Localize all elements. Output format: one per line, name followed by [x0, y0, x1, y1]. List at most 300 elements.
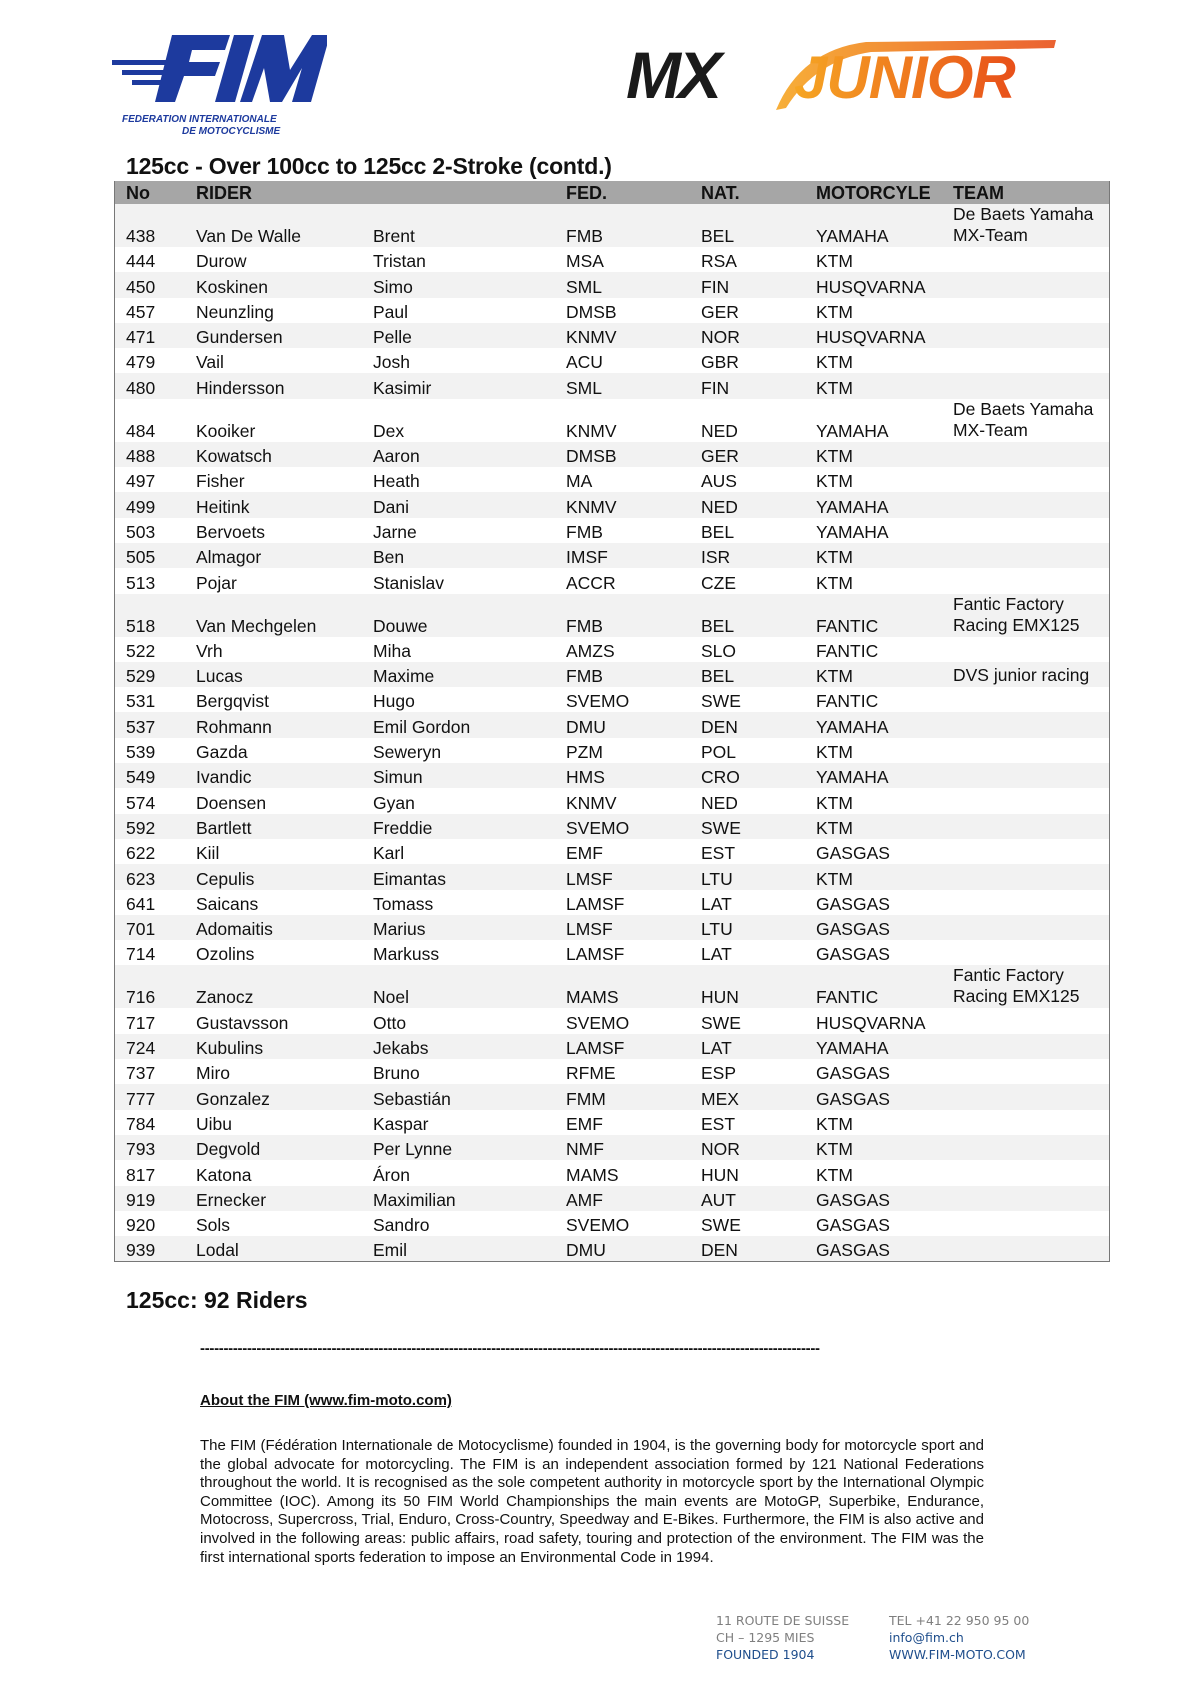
website-link[interactable]: WWW.FIM-MOTO.COM	[889, 1647, 1026, 1662]
cell-team	[942, 788, 1109, 813]
cell-fed: FMB	[555, 594, 690, 637]
cell-nat: GER	[690, 442, 805, 467]
cell-no: 539	[126, 742, 156, 763]
cell-motorcycle: KTM	[816, 352, 853, 373]
cell-fed: AMZS	[566, 640, 615, 661]
cell-firstname: Ben	[362, 543, 555, 568]
cell-team: De Baets Yamaha MX-Team	[942, 204, 1109, 247]
table-row	[115, 298, 1109, 323]
cell-motorcycle: KTM	[805, 662, 942, 687]
cell-nat: NOR	[690, 1135, 805, 1160]
cell-fed: ACCR	[566, 572, 616, 593]
cell-no: 793	[115, 1135, 185, 1160]
cell-surname: Saicans	[196, 893, 259, 914]
cell-no: 716	[115, 965, 185, 1008]
table-row	[115, 518, 1109, 543]
cell-team	[942, 543, 1109, 568]
cell-surname: Gundersen	[185, 323, 362, 348]
cell-fed: KNMV	[566, 420, 617, 441]
cell-fed: SML	[555, 373, 690, 398]
cell-motorcycle: KTM	[816, 471, 853, 492]
cell-fed: LMSF	[555, 864, 690, 889]
cell-motorcycle: GASGAS	[816, 944, 890, 965]
cell-firstname: Per Lynne	[362, 1135, 555, 1160]
cell-team	[942, 738, 1109, 763]
cell-team	[942, 864, 1109, 889]
cell-fed: FMB	[566, 521, 603, 542]
table-row	[115, 940, 1109, 965]
cell-surname: Sols	[196, 1215, 231, 1236]
cell-firstname: Marius	[362, 915, 555, 940]
cell-team: De Baets Yamaha MX-Team	[953, 398, 1094, 440]
cell-nat: HUN	[690, 965, 805, 1008]
cell-no: 574	[126, 792, 156, 813]
cell-team	[942, 763, 1109, 788]
cell-firstname: Simun	[362, 763, 555, 788]
cell-fed: SVEMO	[566, 1012, 630, 1033]
cell-surname: Vail	[196, 352, 224, 373]
cell-firstname: Emil Gordon	[362, 712, 555, 737]
cell-motorcycle: KTM	[805, 1135, 942, 1160]
cell-no: 503	[126, 521, 156, 542]
cell-nat: RSA	[701, 251, 737, 272]
cell-motorcycle: KTM	[805, 543, 942, 568]
about-heading[interactable]: About the FIM (www.fim-moto.com)	[200, 1392, 452, 1409]
cell-team	[942, 839, 1109, 864]
cell-team	[942, 1135, 1109, 1160]
cell-nat: LTU	[690, 864, 805, 889]
cell-motorcycle: KTM	[805, 814, 942, 839]
cell-surname: Hindersson	[185, 373, 362, 398]
cell-surname: Lucas	[185, 662, 362, 687]
cell-team	[942, 915, 1109, 940]
cell-motorcycle: GASGAS	[805, 1236, 942, 1261]
address-line1: 11 ROUTE DE SUISSE	[716, 1613, 850, 1628]
table-row	[115, 814, 1109, 839]
table-row	[115, 323, 1109, 348]
cell-surname: Rohmann	[185, 712, 362, 737]
cell-surname: Pojar	[196, 572, 237, 593]
cell-no: 488	[115, 442, 185, 467]
cell-firstname: Tristan	[373, 251, 426, 272]
table-row	[115, 373, 1109, 398]
cell-firstname: Miha	[373, 640, 411, 661]
table-row	[115, 1008, 1109, 1033]
telephone: TEL +41 22 950 95 00	[889, 1613, 1030, 1628]
cell-motorcycle: KTM	[816, 792, 853, 813]
cell-team	[942, 247, 1109, 272]
cell-nat: ISR	[690, 543, 805, 568]
table-row	[115, 687, 1109, 712]
about-paragraph: The FIM (Fédération Internationale de Motocyclisme) founded in 1904, is the governing body for motorcycle sport and the global advocate for motorcycling. The FIM is an independent association formed by 121 National Federations throughout the world. It is recognised as the sole competent authority in motorcycle sport by the International Olympic Committee (IOC). Among its 50 FIM World Championships the main events are MotoGP, Superbike, Endurance, Motocross, Supercross, Trial, Enduro, Cross-Country, Speedway and E-Bikes. Furthermore, the FIM is also active and involved in the following areas: public affairs, road safety, touring and protection of the environment. The FIM was the first international sports federation to impose an Environmental Code in 1994.	[200, 1437, 984, 1566]
section-title: 125cc - Over 100cc to 125cc 2-Stroke (contd.)	[126, 153, 612, 179]
cell-team	[942, 272, 1109, 297]
fim-logo	[112, 30, 327, 140]
cell-fed: NMF	[555, 1135, 690, 1160]
table-row	[115, 1135, 1109, 1160]
cell-fed: FMM	[555, 1084, 690, 1109]
col-motorcycle: MOTORCYLE	[805, 181, 942, 204]
table-row	[115, 662, 1109, 687]
cell-nat: GER	[701, 301, 739, 322]
cell-motorcycle: HUSQVARNA	[805, 323, 942, 348]
cell-firstname: Josh	[373, 352, 410, 373]
cell-no: 717	[126, 1012, 156, 1033]
cell-motorcycle: FANTIC	[805, 594, 942, 637]
cell-motorcycle: YAMAHA	[805, 1034, 942, 1059]
cell-firstname: Bruno	[373, 1063, 420, 1084]
col-team: TEAM	[942, 181, 1109, 204]
cell-motorcycle: KTM	[816, 1164, 853, 1185]
cell-motorcycle: FANTIC	[816, 691, 879, 712]
cell-fed: SVEMO	[566, 691, 630, 712]
cell-surname: Zanocz	[185, 965, 362, 1008]
cell-firstname: Kasimir	[362, 373, 555, 398]
cell-firstname: Áron	[373, 1164, 410, 1185]
cell-team	[942, 1160, 1109, 1185]
cell-no: 484	[126, 420, 156, 441]
cell-surname: Bartlett	[185, 814, 362, 839]
cell-firstname: Jekabs	[362, 1034, 555, 1059]
cell-fed: DMU	[555, 712, 690, 737]
cell-surname: Kooiker	[196, 420, 256, 441]
cell-surname: Katona	[196, 1164, 252, 1185]
cell-fed: MAMS	[566, 1164, 619, 1185]
email-link[interactable]: info@fim.ch	[889, 1630, 964, 1645]
cell-firstname: Gyan	[373, 792, 415, 813]
cell-firstname: Kaspar	[373, 1113, 429, 1134]
cell-surname: Van Mechgelen	[185, 594, 362, 637]
cell-no: 499	[115, 492, 185, 517]
cell-surname: Neunzling	[196, 301, 274, 322]
cell-team	[942, 940, 1109, 965]
cell-firstname: Stanislav	[373, 572, 445, 593]
cell-surname: Degvold	[185, 1135, 362, 1160]
cell-fed: AMF	[555, 1186, 690, 1211]
svg-text:MX: MX	[626, 38, 719, 112]
svg-text:JUNIOR: JUNIOR	[794, 44, 1015, 111]
cell-nat: SWE	[690, 814, 805, 839]
mx-junior-logo	[626, 30, 1066, 120]
table-row	[115, 915, 1109, 940]
cell-motorcycle: FANTIC	[816, 640, 879, 661]
table-row	[115, 712, 1109, 737]
cell-motorcycle: YAMAHA	[816, 521, 889, 542]
cell-nat: FIN	[690, 272, 805, 297]
cell-firstname: Freddie	[362, 814, 555, 839]
cell-motorcycle: YAMAHA	[805, 763, 942, 788]
cell-team	[942, 298, 1109, 323]
cell-no: 784	[126, 1113, 156, 1134]
cell-no: 497	[126, 471, 156, 492]
table-row	[115, 442, 1109, 467]
table-row	[115, 594, 1109, 637]
col-no: No	[115, 181, 185, 204]
cell-firstname: Douwe	[362, 594, 555, 637]
cell-surname: Uibu	[196, 1113, 232, 1134]
cell-nat: LAT	[701, 893, 732, 914]
cell-surname: Lodal	[185, 1236, 362, 1261]
cell-fed: DMSB	[566, 301, 617, 322]
col-rider: RIDER	[185, 181, 362, 204]
cell-surname: Miro	[196, 1063, 231, 1084]
cell-surname: Gonzalez	[185, 1084, 362, 1109]
cell-nat: CRO	[690, 763, 805, 788]
cell-no: 714	[126, 944, 156, 965]
table-row	[115, 204, 1109, 247]
cell-no: 531	[126, 691, 156, 712]
cell-motorcycle: KTM	[805, 373, 942, 398]
cell-surname: Gazda	[196, 742, 248, 763]
cell-no: 529	[115, 662, 185, 687]
cell-nat: EST	[701, 843, 736, 864]
cell-firstname: Paul	[373, 301, 409, 322]
cell-surname: Ernecker	[185, 1186, 362, 1211]
cell-no: 920	[126, 1215, 156, 1236]
cell-motorcycle: GASGAS	[816, 1215, 890, 1236]
cell-firstname: Simo	[362, 272, 555, 297]
cell-team	[942, 1008, 1109, 1033]
col-fed: FED.	[555, 181, 690, 204]
cell-team	[942, 1034, 1109, 1059]
table-row	[115, 788, 1109, 813]
table-row	[115, 864, 1109, 889]
svg-text:DE MOTOCYCLISME: DE MOTOCYCLISME	[182, 126, 281, 137]
cell-no: 919	[115, 1186, 185, 1211]
cell-nat: MEX	[690, 1084, 805, 1109]
cell-motorcycle: GASGAS	[816, 843, 890, 864]
cell-firstname: Markuss	[373, 944, 440, 965]
cell-firstname: Brent	[362, 204, 555, 247]
table-row	[115, 637, 1109, 662]
cell-firstname: Noel	[362, 965, 555, 1008]
cell-motorcycle: KTM	[805, 864, 942, 889]
cell-surname: Kubulins	[185, 1034, 362, 1059]
cell-nat: BEL	[690, 204, 805, 247]
cell-team: DVS junior racing	[942, 662, 1109, 687]
rider-count: 125cc: 92 Riders	[126, 1287, 308, 1313]
cell-firstname: Aaron	[362, 442, 555, 467]
cell-motorcycle: KTM	[816, 742, 853, 763]
cell-fed: MA	[566, 471, 593, 492]
cell-motorcycle: KTM	[816, 251, 853, 272]
table-row	[115, 467, 1109, 492]
cell-nat: SWE	[701, 1012, 741, 1033]
cell-no: 457	[126, 301, 156, 322]
table-row	[115, 272, 1109, 297]
cell-no: 641	[126, 893, 156, 914]
cell-motorcycle: GASGAS	[816, 1063, 890, 1084]
table-row	[115, 1211, 1109, 1236]
cell-no: 737	[126, 1063, 156, 1084]
cell-surname: Fisher	[196, 471, 245, 492]
riders-table	[114, 181, 1110, 1262]
cell-firstname: Otto	[373, 1012, 407, 1033]
cell-nat: BEL	[701, 521, 735, 542]
cell-no: 549	[115, 763, 185, 788]
cell-fed: LMSF	[555, 915, 690, 940]
cell-fed: RFME	[566, 1063, 616, 1084]
cell-fed: LAMSF	[566, 893, 625, 914]
cell-motorcycle: HUSQVARNA	[805, 272, 942, 297]
table-row	[115, 543, 1109, 568]
table-row	[115, 1110, 1109, 1135]
cell-firstname: Seweryn	[373, 742, 442, 763]
cell-motorcycle: YAMAHA	[816, 420, 889, 441]
cell-firstname: Dani	[362, 492, 555, 517]
cell-nat: BEL	[690, 662, 805, 687]
col-nat: NAT.	[690, 181, 805, 204]
table-row	[115, 965, 1109, 1008]
table-row	[115, 1059, 1109, 1084]
cell-no: 438	[115, 204, 185, 247]
table-row	[115, 399, 1109, 442]
cell-team	[942, 712, 1109, 737]
cell-team	[942, 1211, 1109, 1236]
cell-nat: LAT	[690, 1034, 805, 1059]
cell-team	[942, 637, 1109, 662]
cell-firstname: Tomass	[373, 893, 434, 914]
cell-fed: MSA	[566, 251, 604, 272]
cell-nat: NED	[701, 420, 738, 441]
cell-nat: NOR	[690, 323, 805, 348]
cell-firstname: Jarne	[373, 521, 417, 542]
cell-team	[942, 1059, 1109, 1084]
cell-surname: Heitink	[185, 492, 362, 517]
cell-team	[942, 467, 1109, 492]
cell-fed: SVEMO	[555, 814, 690, 839]
cell-firstname: Emil	[362, 1236, 555, 1261]
cell-no: 724	[115, 1034, 185, 1059]
footer-contact	[889, 1612, 1029, 1663]
cell-fed: LAMSF	[566, 944, 625, 965]
cell-nat: GBR	[701, 352, 739, 373]
table-row	[115, 348, 1109, 373]
cell-surname: Van De Walle	[185, 204, 362, 247]
separator: ------------------------------------------------------------------------------------------------------------------------------------	[200, 1340, 820, 1357]
cell-surname: Kiil	[196, 843, 220, 864]
table-row	[115, 247, 1109, 272]
table-row	[115, 839, 1109, 864]
cell-fed: SML	[555, 272, 690, 297]
cell-nat: POL	[701, 742, 737, 763]
col-firstname	[362, 181, 555, 204]
cell-no: 479	[126, 352, 156, 373]
table-row	[115, 1236, 1109, 1261]
svg-text:FEDERATION INTERNATIONALE: FEDERATION INTERNATIONALE	[122, 114, 277, 125]
cell-no: 471	[115, 323, 185, 348]
cell-motorcycle: GASGAS	[816, 893, 890, 914]
cell-nat: SWE	[701, 691, 741, 712]
table-row	[115, 1160, 1109, 1185]
cell-nat: AUT	[690, 1186, 805, 1211]
cell-fed: KNMV	[555, 492, 690, 517]
table-row	[115, 492, 1109, 517]
cell-team	[942, 492, 1109, 517]
table-body	[115, 204, 1109, 1261]
cell-fed: DMU	[555, 1236, 690, 1261]
table-row	[115, 890, 1109, 915]
cell-no: 623	[115, 864, 185, 889]
cell-no: 817	[126, 1164, 156, 1185]
cell-surname: Ozolins	[196, 944, 255, 965]
cell-firstname: Hugo	[373, 691, 415, 712]
cell-no: 622	[126, 843, 156, 864]
cell-nat: EST	[701, 1113, 736, 1134]
cell-motorcycle: GASGAS	[805, 1084, 942, 1109]
cell-motorcycle: GASGAS	[805, 915, 942, 940]
cell-nat: LTU	[690, 915, 805, 940]
cell-team	[942, 373, 1109, 398]
table-row	[115, 763, 1109, 788]
cell-surname: Doensen	[196, 792, 267, 813]
table-row	[115, 1084, 1109, 1109]
cell-nat: DEN	[690, 712, 805, 737]
cell-no: 518	[115, 594, 185, 637]
cell-team	[942, 687, 1109, 712]
cell-no: 701	[115, 915, 185, 940]
cell-motorcycle: YAMAHA	[805, 492, 942, 517]
cell-surname: Durow	[196, 251, 247, 272]
cell-surname: Adomaitis	[185, 915, 362, 940]
cell-motorcycle: YAMAHA	[805, 712, 942, 737]
cell-fed: SVEMO	[566, 1215, 630, 1236]
cell-motorcycle: YAMAHA	[805, 204, 942, 247]
cell-team: Fantic Factory Racing EMX125	[942, 965, 1109, 1008]
cell-fed: MAMS	[555, 965, 690, 1008]
cell-motorcycle: KTM	[805, 442, 942, 467]
cell-team	[942, 890, 1109, 915]
cell-team	[942, 814, 1109, 839]
cell-fed: IMSF	[555, 543, 690, 568]
footer-address	[716, 1612, 849, 1663]
cell-nat: NED	[690, 492, 805, 517]
cell-surname: Bergqvist	[196, 691, 269, 712]
cell-nat: SWE	[701, 1215, 741, 1236]
cell-team: Fantic Factory Racing EMX125	[942, 594, 1109, 637]
cell-firstname: Maximilian	[362, 1186, 555, 1211]
cell-fed: HMS	[555, 763, 690, 788]
table-row	[115, 568, 1109, 593]
cell-surname: Bervoets	[196, 521, 266, 542]
cell-no: 444	[126, 251, 156, 272]
cell-no: 777	[115, 1084, 185, 1109]
cell-surname: Cepulis	[185, 864, 362, 889]
cell-firstname: Sandro	[373, 1215, 430, 1236]
cell-fed: KNMV	[555, 323, 690, 348]
cell-nat: NED	[701, 792, 738, 813]
cell-fed: FMB	[555, 204, 690, 247]
cell-fed: KNMV	[566, 792, 617, 813]
cell-nat: LAT	[701, 944, 732, 965]
cell-no: 537	[115, 712, 185, 737]
cell-surname: Ivandic	[185, 763, 362, 788]
cell-no: 522	[126, 640, 156, 661]
cell-team	[942, 1186, 1109, 1211]
table-row	[115, 1034, 1109, 1059]
cell-nat: ESP	[701, 1063, 737, 1084]
address-line2: CH – 1295 MIES	[716, 1630, 815, 1645]
cell-team	[942, 568, 1109, 593]
cell-nat: HUN	[701, 1164, 739, 1185]
cell-fed: DMSB	[555, 442, 690, 467]
cell-team	[942, 1236, 1109, 1261]
cell-nat: SLO	[701, 640, 737, 661]
cell-no: 939	[115, 1236, 185, 1261]
cell-no: 450	[115, 272, 185, 297]
cell-motorcycle: KTM	[816, 301, 853, 322]
cell-team	[942, 518, 1109, 543]
